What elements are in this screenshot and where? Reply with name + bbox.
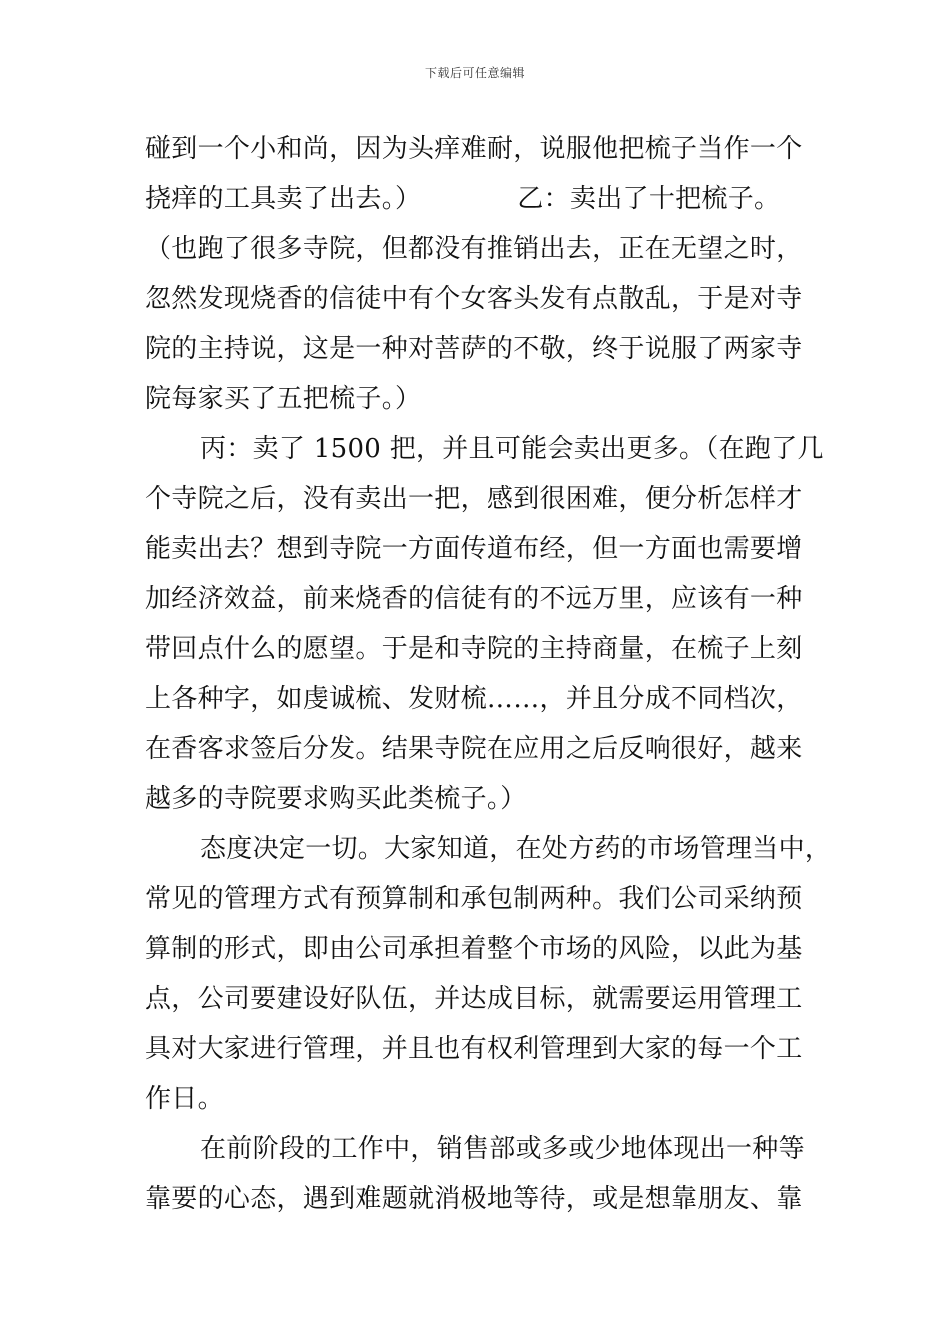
text-line: 带回点什么的愿望。于是和寺院的主持商量，在梳子上刻	[145, 634, 803, 664]
text-line: 算制的形式，即由公司承担着整个市场的风险，以此为基	[145, 934, 803, 964]
text-line: 上各种字，如虔诚梳、发财梳……，并且分成不同档次，	[145, 684, 803, 714]
text-line: 在前阶段的工作中，销售部或多或少地体现出一种等	[200, 1134, 805, 1164]
document-body	[145, 124, 832, 1224]
text-line: 院的主持说，这是一种对菩萨的不敬，终于说服了两家寺	[145, 334, 803, 364]
text-line: 院每家买了五把梳子。）	[145, 384, 422, 414]
text-line: 丙：卖了 1500 把，并且可能会卖出更多。（在跑了几	[200, 434, 824, 464]
text-line: 越多的寺院要求购买此类梳子。）	[145, 784, 527, 814]
page-header: 下载后可任意编辑	[424, 66, 525, 80]
text-line: 具对大家进行管理，并且也有权利管理到大家的每一个工	[145, 1034, 803, 1064]
text-line-part: 乙：卖出了十把梳子。	[517, 184, 781, 214]
text-line: 加经济效益，前来烧香的信徒有的不远万里，应该有一种	[145, 584, 803, 614]
paragraph-2	[145, 424, 824, 824]
paragraph-1	[145, 124, 809, 424]
text-line: 常见的管理方式有预算制和承包制两种。我们公司采纳预	[145, 884, 803, 914]
text-line: 靠要的心态，遇到难题就消极地等待，或是想靠朋友、靠	[145, 1184, 803, 1214]
text-line: 作日。	[145, 1084, 224, 1114]
text-line: 能卖出去？想到寺院一方面传道布经，但一方面也需要增	[145, 534, 803, 564]
text-line: 点，公司要建设好队伍，并达成目标，就需要运用管理工	[145, 984, 803, 1014]
text-line: 态度决定一切。大家知道，在处方药的市场管理当中，	[200, 834, 832, 864]
text-line: （也跑了很多寺院，但都没有推销出去，正在无望之时，	[145, 234, 803, 264]
text-line: 在香客求签后分发。结果寺院在应用之后反响很好，越来	[145, 734, 803, 764]
text-line: 个寺院之后，没有卖出一把，感到很困难，便分析怎样才	[145, 484, 803, 514]
text-line: 碰到一个小和尚，因为头痒难耐，说服他把梳子当作一个	[145, 134, 803, 164]
paragraph-3	[145, 824, 832, 1124]
text-line	[145, 174, 809, 224]
text-line-part: 挠痒的工具卖了出去。）	[145, 184, 422, 214]
paragraph-4	[145, 1124, 809, 1224]
text-line: 忽然发现烧香的信徒中有个女客头发有点散乱，于是对寺	[145, 284, 803, 314]
